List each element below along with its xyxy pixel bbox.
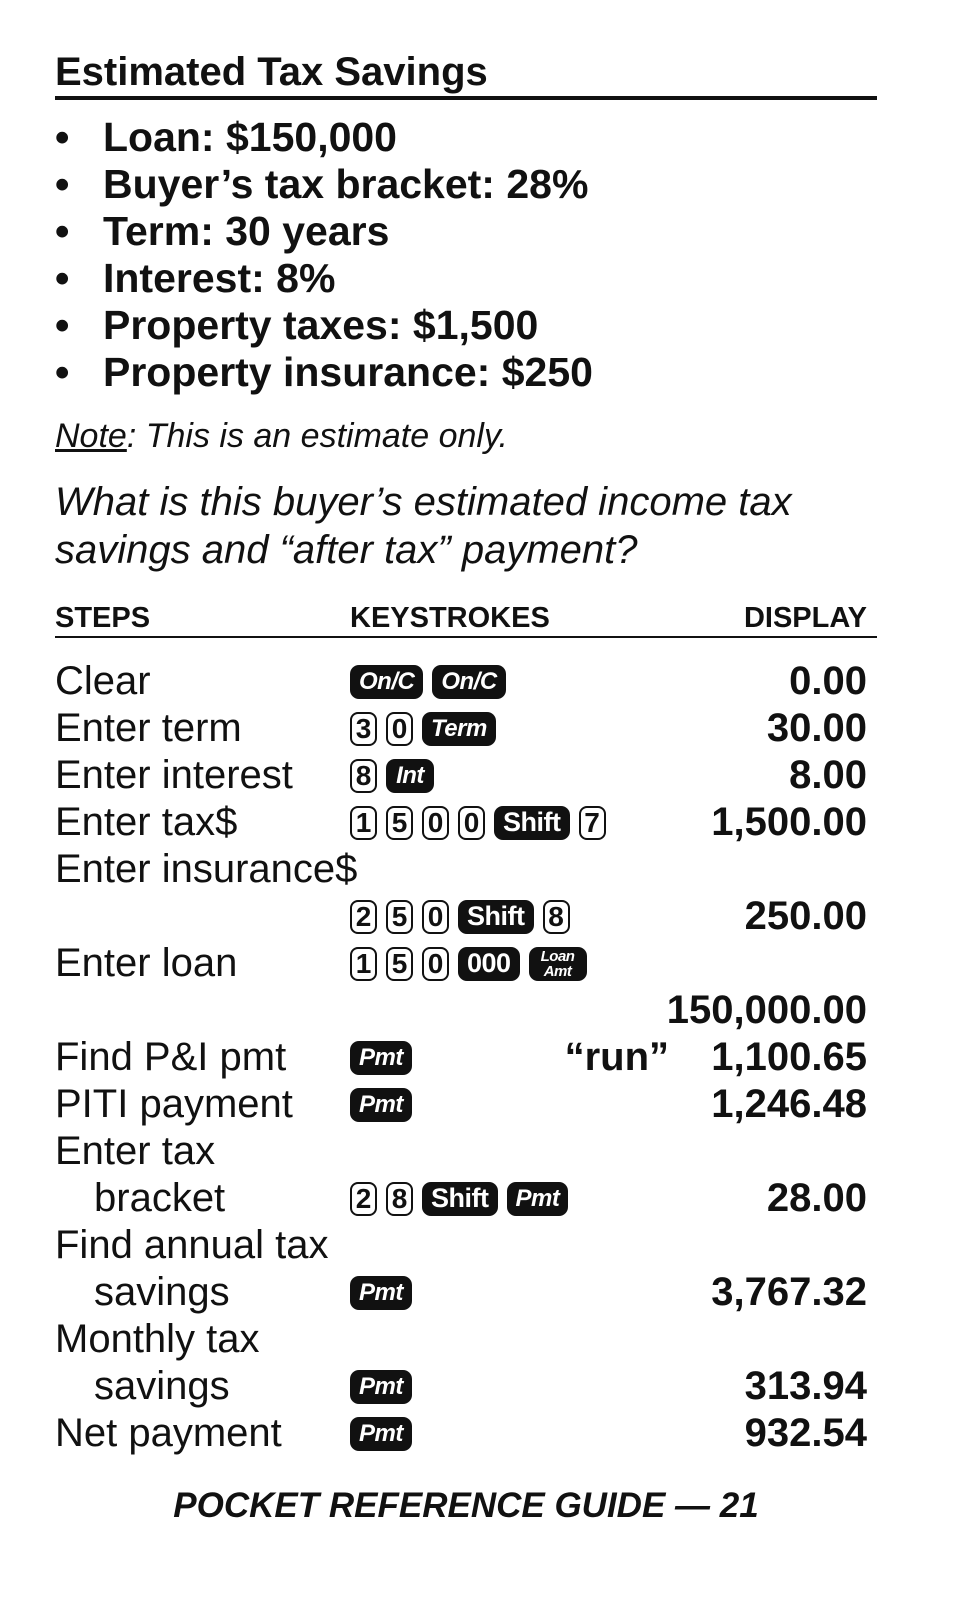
keystrokes [350, 658, 506, 705]
bullet-property-taxes: • Property taxes: $1,500 [55, 302, 539, 348]
table-row [55, 752, 877, 799]
bullet-dot: • [55, 208, 70, 254]
display-value: 1,246.48 [711, 1082, 867, 1126]
page-footer: POCKET REFERENCE GUIDE — 21 [173, 1486, 759, 1525]
digit-0-key: 0 [386, 712, 413, 746]
section-title: Estimated Tax Savings [55, 50, 488, 94]
step-label: Net payment [55, 1411, 282, 1455]
given-values-list [55, 114, 593, 396]
steps-table [55, 658, 877, 1457]
display-value: 28.00 [766, 1176, 867, 1220]
digit-0-key: 0 [422, 947, 449, 981]
display-value: 150,000.00 [666, 988, 867, 1032]
table-row [55, 658, 877, 705]
table-row [55, 1081, 877, 1128]
on-c-key: On/C [350, 665, 423, 699]
col-keystrokes: KEYSTROKES [350, 602, 550, 634]
keystrokes [350, 1269, 412, 1316]
digit-7-key: 7 [579, 806, 606, 840]
pmt-key: Pmt [507, 1182, 569, 1216]
display-value: 932.54 [744, 1411, 867, 1455]
step-label: Find annual tax [55, 1223, 329, 1267]
keystrokes [350, 705, 496, 752]
display-value: 250.00 [744, 894, 867, 938]
triple-zero-key: 000 [458, 947, 520, 981]
question: What is this buyer’s estimated income tax savings and “after tax” payment? [55, 480, 792, 572]
bullet-loan: • Loan: $150,000 [55, 114, 397, 160]
keystrokes [350, 940, 587, 987]
step-label-continued: savings [94, 1364, 230, 1408]
pmt-key: Pmt [350, 1041, 412, 1075]
run-indicator: “run” [564, 1035, 669, 1079]
keystrokes [350, 1034, 412, 1081]
digit-5-key: 5 [386, 900, 413, 934]
keystrokes [350, 752, 434, 799]
digit-2-key: 2 [350, 1182, 377, 1216]
step-label: Enter interest [55, 753, 293, 797]
table-row [55, 846, 877, 893]
step-label: Enter tax [55, 1129, 216, 1173]
step-label: Enter loan [55, 941, 238, 985]
shift-key: Shift [422, 1182, 498, 1216]
col-display: DISPLAY [743, 602, 867, 634]
keystrokes [350, 1410, 412, 1457]
digit-2-key: 2 [350, 900, 377, 934]
note-label: Note [55, 417, 127, 455]
display-value: 3,767.32 [711, 1270, 867, 1314]
table-row-continued [55, 1175, 877, 1222]
bullet-dot: • [55, 302, 70, 348]
table-row [55, 799, 877, 846]
table-row-continued [55, 987, 877, 1034]
bullet-dot: • [55, 161, 70, 207]
digit-0-key: 0 [422, 806, 449, 840]
step-label: Clear [55, 659, 151, 703]
table-row [55, 1410, 877, 1457]
bullet-term: • Term: 30 years [55, 208, 390, 254]
digit-8-key: 8 [386, 1182, 413, 1216]
table-row [55, 940, 877, 987]
keystrokes [350, 1175, 568, 1222]
display-value: 1,500.00 [711, 800, 867, 844]
keystrokes [350, 1081, 412, 1128]
digit-0-key: 0 [458, 806, 485, 840]
table-header [55, 598, 877, 638]
header-rule [55, 636, 877, 638]
table-row-continued [55, 1269, 877, 1316]
shift-key: Shift [494, 806, 570, 840]
digit-0-key: 0 [422, 900, 449, 934]
display-value: 30.00 [766, 706, 867, 750]
keystrokes [350, 1363, 412, 1410]
bullet-interest: • Interest: 8% [55, 255, 336, 301]
display-value: 313.94 [744, 1364, 867, 1408]
step-label: Enter tax$ [55, 800, 238, 844]
keystrokes [350, 893, 570, 940]
on-c-key: On/C [432, 665, 505, 699]
digit-8-key: 8 [350, 759, 377, 793]
col-steps: STEPS [55, 602, 151, 634]
digit-5-key: 5 [386, 947, 413, 981]
bullet-dot: • [55, 114, 70, 160]
loan-amt-key: Loan Amt [529, 947, 587, 981]
step-label-continued: bracket [94, 1176, 226, 1220]
display-value: 1,100.65 [711, 1035, 867, 1079]
step-label: PITI payment [55, 1082, 293, 1126]
int-key: Int [386, 759, 434, 793]
keystrokes [350, 799, 606, 846]
digit-8-key: 8 [543, 900, 570, 934]
step-label: Find P&I pmt [55, 1035, 287, 1079]
title-rule [55, 96, 877, 100]
manual-page [55, 0, 877, 1607]
display-value: 0.00 [789, 659, 867, 703]
table-row-continued [55, 893, 877, 940]
step-label: Enter term [55, 706, 242, 750]
term-key: Term [422, 712, 496, 746]
pmt-key: Pmt [350, 1088, 412, 1122]
table-row [55, 1222, 877, 1269]
table-row [55, 1316, 877, 1363]
shift-key: Shift [458, 900, 534, 934]
display-value: 8.00 [789, 753, 867, 797]
digit-5-key: 5 [386, 806, 413, 840]
digit-3-key: 3 [350, 712, 377, 746]
note [55, 414, 508, 458]
bullet-dot: • [55, 255, 70, 301]
table-row [55, 1034, 877, 1081]
step-label: Enter insurance$ [55, 847, 358, 891]
step-label-continued: savings [94, 1270, 230, 1314]
pmt-key: Pmt [350, 1276, 412, 1310]
digit-1-key: 1 [350, 947, 377, 981]
note-text: : This is an estimate only. [126, 417, 508, 455]
table-row-continued [55, 1363, 877, 1410]
pmt-key: Pmt [350, 1370, 412, 1404]
table-row [55, 705, 877, 752]
table-row [55, 1128, 877, 1175]
bullet-tax-bracket: • Buyer’s tax bracket: 28% [55, 161, 589, 207]
pmt-key: Pmt [350, 1417, 412, 1451]
bullet-property-insurance: • Property insurance: $250 [55, 349, 593, 395]
bullet-dot: • [55, 349, 70, 395]
step-label: Monthly tax [55, 1317, 260, 1361]
digit-1-key: 1 [350, 806, 377, 840]
